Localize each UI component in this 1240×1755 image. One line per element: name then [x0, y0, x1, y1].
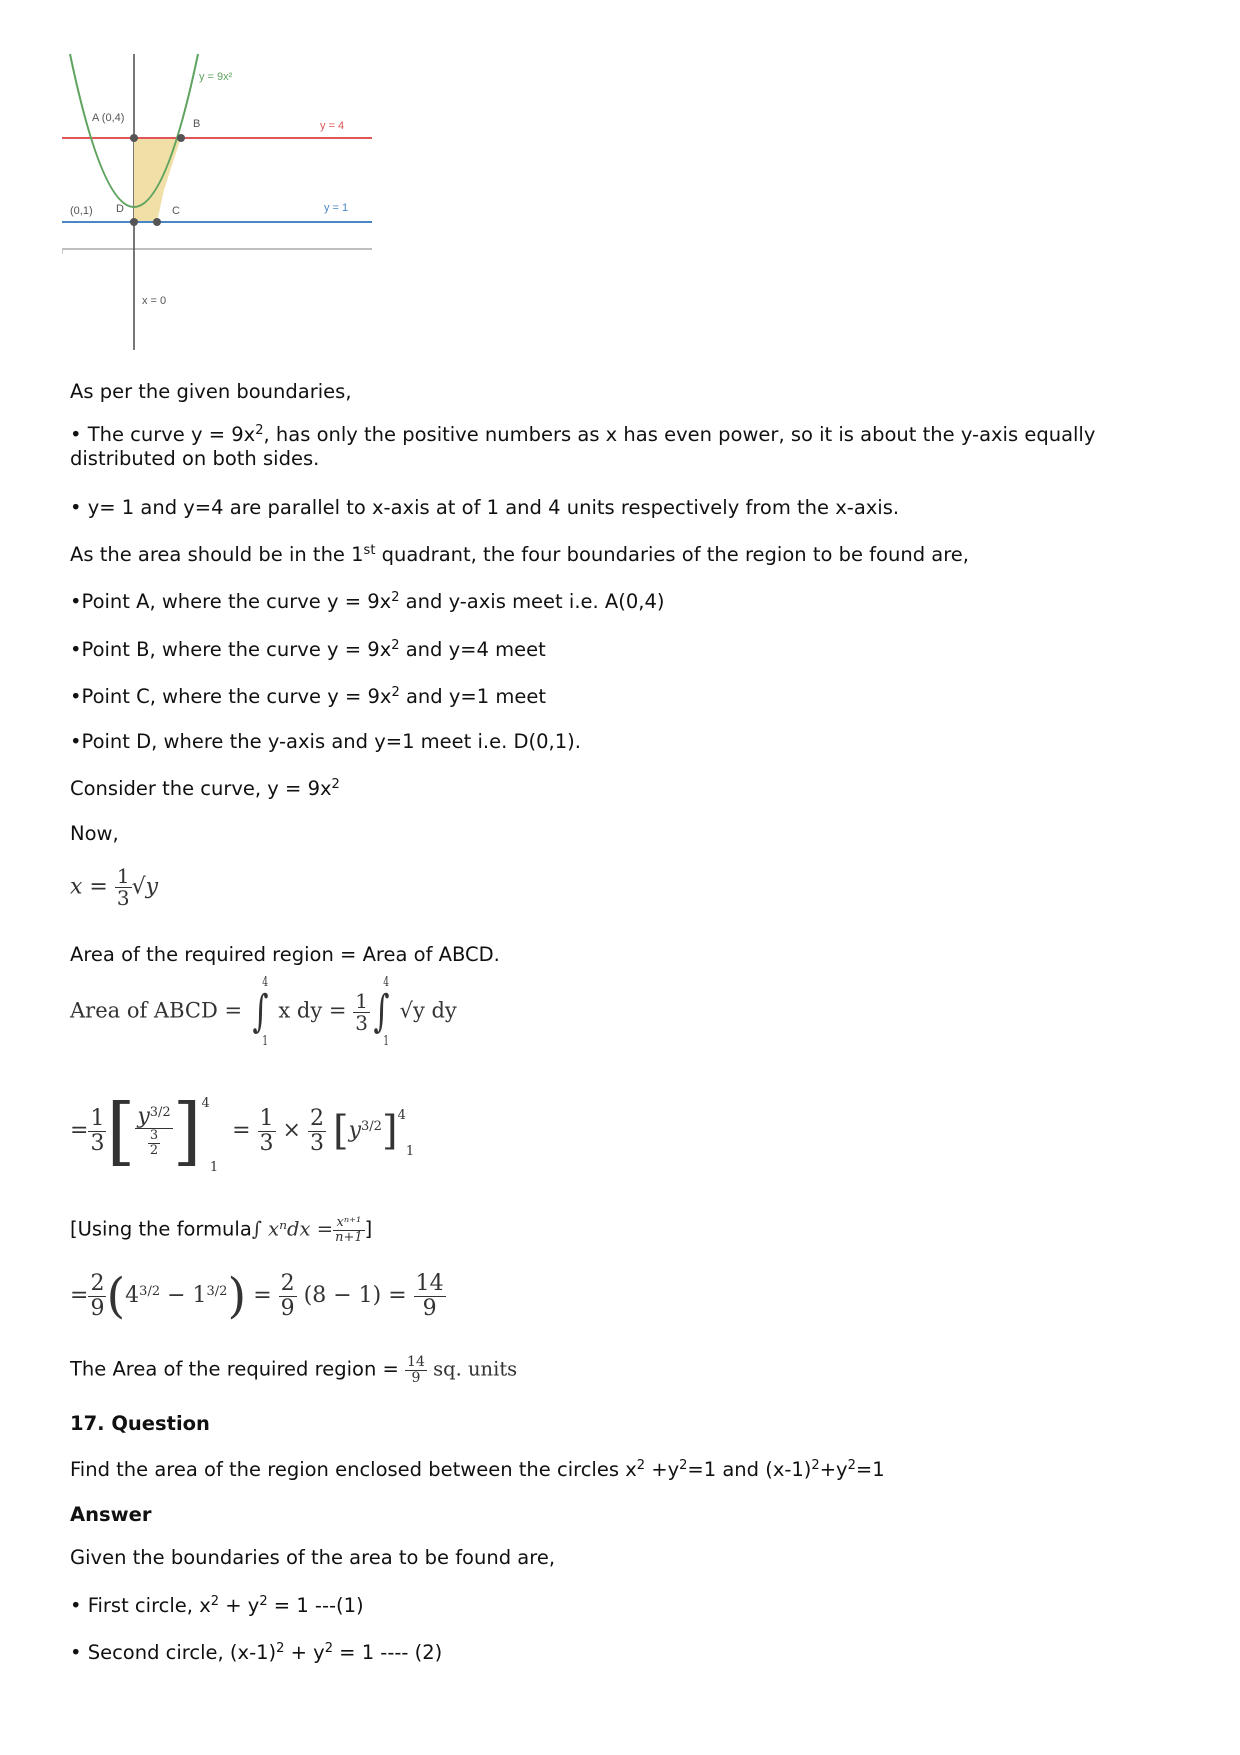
integral-step-1: = $\frac{1}{3}$ [ $\frac{y^{3/2}}{\frac{3}{2}}$ ]$^4_1$ = $\frac{1}{3}$ × $\frac{2}{3}$ $[y^{3/2}]^4_1$	[70, 1088, 415, 1175]
region-graph	[62, 50, 422, 365]
question-heading: 17. Question	[70, 1412, 210, 1435]
area-integral: Area of ABCD = ∫ 4 1 x dy = $\frac{1}{3}$ ∫ 4 1 √y dy	[70, 975, 457, 1049]
point-b-text: •Point B, where the curve $y = 9x^2$ and y=4 meet	[70, 638, 546, 661]
point-c	[153, 218, 161, 226]
now-text: Now,	[70, 822, 119, 845]
quadrant-text: As the area should be in the 1st quadrant, the four boundaries of the region to be found are,	[70, 543, 970, 566]
final-area: The Area of the required region = $\frac{14}{9}$ sq. units	[70, 1354, 518, 1386]
formula-note: [Using the formula∫ xⁿdx = $\frac{\text{xⁿ⁺¹}}{n+1}$ ]	[70, 1215, 373, 1245]
area-required-text: Area of the required region = Area of ABCD.	[70, 943, 500, 966]
point-d	[130, 218, 138, 226]
point-01-label: (0,1)	[70, 205, 93, 217]
point-c-text: •Point C, where the curve $y = 9x^2$ and y=1 meet	[70, 685, 546, 708]
point-a-text: •Point A, where the curve $y = 9x^2$ and y-axis meet i.e. A(0,4)	[70, 590, 665, 613]
line-y4-label: y = 4	[320, 120, 345, 132]
question-text: Find the area of the region enclosed between the circles $x^2 +y^2=1$ and $(x-1)^2+y^2=1$	[70, 1458, 885, 1481]
bullet-curve: • The curve $y = 9x^2$, has only the positive numbers as x has even power, so it is about the y-axis equally distributed on both sides.	[70, 423, 1096, 470]
answer-heading: Answer	[70, 1503, 152, 1526]
consider-curve: Consider the curve, $y = 9x^2$	[70, 777, 340, 800]
line-y1-label: y = 1	[324, 202, 349, 214]
point-a	[130, 134, 138, 142]
integral-step-2: = $\frac{2}{9}$ $(4^{3/2} - 1^{3/2})$ = $\frac{2}{9}$ (8 − 1) = $\frac{14}{9}$	[70, 1268, 444, 1324]
point-d-text: •Point D, where the y-axis and y=1 meet i.e. D(0,1).	[70, 730, 581, 753]
curve-label: y = 9x²	[199, 71, 233, 83]
bullet-parallel: • y= 1 and y=4 are parallel to x-axis at of 1 and 4 units respectively from the x-axis.	[70, 496, 900, 519]
boundaries-intro: As per the given boundaries,	[70, 380, 352, 403]
point-a-label: A (0,4)	[92, 112, 125, 124]
point-b-label: B	[193, 118, 201, 130]
point-b	[177, 134, 185, 142]
first-circle: • First circle, $x^2 + y^2 = 1$ ---(1)	[70, 1594, 364, 1617]
point-c-label: C	[172, 205, 180, 217]
given-text: Given the boundaries of the area to be found are,	[70, 1546, 556, 1569]
x-equation: x = $\frac{1}{3}$ √y	[70, 864, 159, 910]
point-d-label: D	[116, 203, 124, 215]
second-circle: • Second circle, $(x-1)^2 + y^2 = 1$ ---- (2)	[70, 1641, 443, 1664]
x0-label: x = 0	[142, 295, 167, 307]
